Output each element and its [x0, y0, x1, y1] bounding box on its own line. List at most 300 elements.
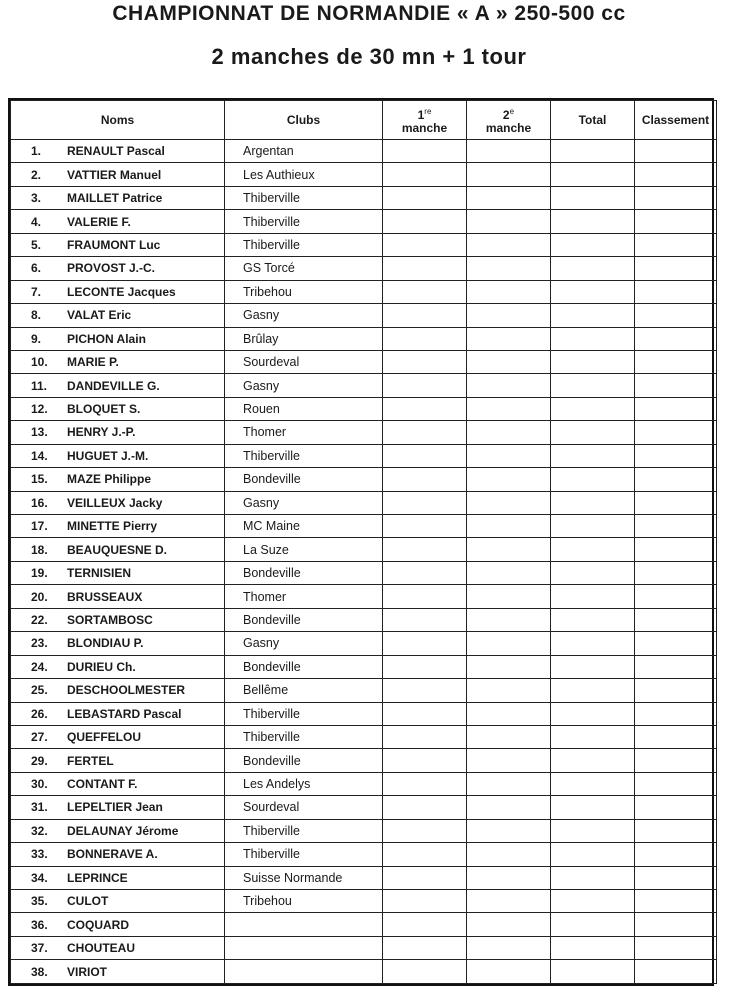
club-cell: Bondeville — [225, 655, 383, 678]
total-cell — [551, 913, 635, 936]
table-row — [11, 890, 717, 913]
rider-number: 16. — [31, 495, 48, 510]
rider-number: 34. — [31, 870, 48, 885]
manche-2-cell — [467, 866, 551, 889]
rider-number: 15. — [31, 472, 48, 487]
manche-1-cell — [383, 702, 467, 725]
rider-cell — [11, 397, 225, 420]
rider-cell — [11, 960, 225, 984]
manche-1-cell — [383, 327, 467, 350]
manche-1-cell — [383, 561, 467, 584]
classement-cell — [635, 866, 717, 889]
rider-cell — [11, 936, 225, 959]
table-row — [11, 350, 717, 373]
table-row — [11, 913, 717, 936]
results-table — [8, 98, 714, 986]
header-manche-2-number: 2 — [502, 108, 510, 122]
manche-1-cell — [383, 233, 467, 256]
classement-cell — [635, 960, 717, 984]
classement-cell — [635, 257, 717, 280]
table-row — [11, 468, 717, 491]
table-row — [11, 280, 717, 303]
classement-cell — [635, 725, 717, 748]
rider-cell — [11, 866, 225, 889]
club-cell: Sourdeval — [225, 796, 383, 819]
manche-2-cell — [467, 608, 551, 631]
classement-cell — [635, 491, 717, 514]
manche-1-cell — [383, 515, 467, 538]
club-cell: Rouen — [225, 397, 383, 420]
rider-number: 3. — [31, 191, 42, 206]
table-row — [11, 257, 717, 280]
rider-cell — [11, 233, 225, 256]
rider-name: VALERIE F. — [67, 214, 131, 229]
rider-cell — [11, 725, 225, 748]
club-cell: Les Authieux — [225, 163, 383, 186]
manche-1-cell — [383, 843, 467, 866]
classement-cell — [635, 561, 717, 584]
manche-2-cell — [467, 749, 551, 772]
manche-2-cell — [467, 210, 551, 233]
table-row — [11, 936, 717, 959]
rider-number: 8. — [31, 308, 42, 323]
manche-2-cell — [467, 327, 551, 350]
rider-cell — [11, 890, 225, 913]
classement-cell — [635, 749, 717, 772]
total-cell — [551, 491, 635, 514]
classement-cell — [635, 327, 717, 350]
manche-2-cell — [467, 491, 551, 514]
table-row — [11, 233, 717, 256]
header-clubs: Clubs — [225, 101, 383, 140]
club-cell: Gasny — [225, 374, 383, 397]
manche-1-cell — [383, 936, 467, 959]
total-cell — [551, 936, 635, 959]
classement-cell — [635, 913, 717, 936]
rider-cell — [11, 772, 225, 795]
rider-cell — [11, 210, 225, 233]
manche-2-cell — [467, 890, 551, 913]
club-cell: Gasny — [225, 632, 383, 655]
manche-2-cell — [467, 444, 551, 467]
header-manche-1-label: manche — [401, 121, 448, 135]
total-cell — [551, 327, 635, 350]
manche-2-cell — [467, 655, 551, 678]
rider-cell — [11, 280, 225, 303]
club-cell: Bellême — [225, 679, 383, 702]
manche-1-cell — [383, 772, 467, 795]
classement-cell — [635, 632, 717, 655]
rider-cell — [11, 679, 225, 702]
manche-1-cell — [383, 679, 467, 702]
manche-2-cell — [467, 397, 551, 420]
total-cell — [551, 186, 635, 209]
club-cell: Thiberville — [225, 233, 383, 256]
rider-number: 37. — [31, 941, 48, 956]
rider-name: BLOQUET S. — [67, 402, 141, 417]
total-cell — [551, 468, 635, 491]
rider-name: COQUARD — [67, 917, 129, 932]
manche-2-cell — [467, 843, 551, 866]
rider-name: BRUSSEAUX — [67, 589, 143, 604]
rider-name: BONNERAVE A. — [67, 847, 158, 862]
rider-cell — [11, 608, 225, 631]
rider-name: CULOT — [67, 894, 109, 909]
table-row — [11, 304, 717, 327]
manche-1-cell — [383, 585, 467, 608]
total-cell — [551, 679, 635, 702]
rider-number: 32. — [31, 823, 48, 838]
rider-name: LEPRINCE — [67, 870, 128, 885]
rider-cell — [11, 444, 225, 467]
rider-number: 25. — [31, 683, 48, 698]
club-cell: Bondeville — [225, 749, 383, 772]
total-cell — [551, 561, 635, 584]
club-cell: La Suze — [225, 538, 383, 561]
manche-2-cell — [467, 561, 551, 584]
table-row — [11, 608, 717, 631]
classement-cell — [635, 421, 717, 444]
club-cell: Gasny — [225, 304, 383, 327]
manche-2-cell — [467, 796, 551, 819]
manche-1-cell — [383, 866, 467, 889]
manche-1-cell — [383, 913, 467, 936]
club-cell: Thiberville — [225, 186, 383, 209]
rider-number: 20. — [31, 589, 48, 604]
rider-number: 5. — [31, 237, 42, 252]
rider-cell — [11, 655, 225, 678]
manche-1-cell — [383, 374, 467, 397]
rider-name: MAZE Philippe — [67, 472, 151, 487]
rider-number: 33. — [31, 847, 48, 862]
rider-name: DESCHOOLMESTER — [67, 683, 186, 698]
rider-cell — [11, 350, 225, 373]
total-cell — [551, 374, 635, 397]
total-cell — [551, 538, 635, 561]
rider-number: 38. — [31, 964, 48, 979]
club-cell: Thiberville — [225, 819, 383, 842]
header-total: Total — [551, 101, 635, 140]
rider-number: 30. — [31, 777, 48, 792]
rider-cell — [11, 585, 225, 608]
rider-number: 29. — [31, 753, 48, 768]
manche-2-cell — [467, 257, 551, 280]
table-row — [11, 374, 717, 397]
total-cell — [551, 444, 635, 467]
total-cell — [551, 772, 635, 795]
rider-number: 31. — [31, 800, 48, 815]
classement-cell — [635, 538, 717, 561]
rider-number: 36. — [31, 917, 48, 932]
classement-cell — [635, 655, 717, 678]
rider-name: SORTAMBOSC — [67, 612, 153, 627]
classement-cell — [635, 163, 717, 186]
rider-number: 4. — [31, 214, 42, 229]
rider-cell — [11, 538, 225, 561]
manche-1-cell — [383, 655, 467, 678]
rider-name: HENRY J.-P. — [67, 425, 136, 440]
club-cell: Bondeville — [225, 468, 383, 491]
club-cell — [225, 913, 383, 936]
total-cell — [551, 280, 635, 303]
header-manche-1-number: 1 — [417, 108, 425, 122]
rider-name: VALAT Eric — [67, 308, 132, 323]
club-cell: Brûlay — [225, 327, 383, 350]
table-row — [11, 725, 717, 748]
table-row — [11, 772, 717, 795]
manche-2-cell — [467, 374, 551, 397]
manche-2-cell — [467, 421, 551, 444]
manche-1-cell — [383, 749, 467, 772]
table-row — [11, 561, 717, 584]
rider-number: 6. — [31, 261, 42, 276]
table-row — [11, 702, 717, 725]
header-noms: Noms — [11, 101, 225, 140]
table-row — [11, 491, 717, 514]
manche-2-cell — [467, 679, 551, 702]
manche-2-cell — [467, 936, 551, 959]
classement-cell — [635, 515, 717, 538]
club-cell: MC Maine — [225, 515, 383, 538]
manche-2-cell — [467, 140, 551, 163]
rider-number: 22. — [31, 612, 48, 627]
club-cell: Thomer — [225, 421, 383, 444]
classement-cell — [635, 819, 717, 842]
manche-2-cell — [467, 772, 551, 795]
manche-2-cell — [467, 913, 551, 936]
classement-cell — [635, 772, 717, 795]
club-cell: Thiberville — [225, 843, 383, 866]
club-cell: Les Andelys — [225, 772, 383, 795]
rider-cell — [11, 163, 225, 186]
rider-number: 23. — [31, 636, 48, 651]
rider-name: LECONTE Jacques — [67, 284, 176, 299]
table-row — [11, 397, 717, 420]
classement-cell — [635, 350, 717, 373]
rider-number: 13. — [31, 425, 48, 440]
manche-1-cell — [383, 304, 467, 327]
table-row — [11, 186, 717, 209]
page-title: CHAMPIONNAT DE NORMANDIE « A » 250-500 cc — [112, 2, 626, 25]
club-cell: Sourdeval — [225, 350, 383, 373]
rider-name: MINETTE Pierry — [67, 519, 158, 534]
rider-number: 27. — [31, 730, 48, 745]
total-cell — [551, 140, 635, 163]
rider-name: DELAUNAY Jérome — [67, 823, 179, 838]
classement-cell — [635, 233, 717, 256]
club-cell: GS Torcé — [225, 257, 383, 280]
club-cell: Thiberville — [225, 725, 383, 748]
rider-cell — [11, 632, 225, 655]
rider-name: FRAUMONT Luc — [67, 237, 161, 252]
table-row — [11, 421, 717, 444]
rider-name: LEBASTARD Pascal — [67, 706, 182, 721]
table-row — [11, 327, 717, 350]
manche-1-cell — [383, 468, 467, 491]
rider-name: BEAUQUESNE D. — [67, 542, 168, 557]
rider-cell — [11, 561, 225, 584]
classement-cell — [635, 796, 717, 819]
club-cell: Thomer — [225, 585, 383, 608]
rider-name: VEILLEUX Jacky — [67, 495, 163, 510]
table-row — [11, 819, 717, 842]
header-manche-1-ordinal: re — [424, 107, 432, 116]
manche-1-cell — [383, 538, 467, 561]
rider-name: DURIEU Ch. — [67, 659, 136, 674]
table-row — [11, 796, 717, 819]
club-cell: Thiberville — [225, 444, 383, 467]
table-row — [11, 749, 717, 772]
table-row — [11, 585, 717, 608]
rider-number: 10. — [31, 355, 48, 370]
total-cell — [551, 515, 635, 538]
table-row — [11, 960, 717, 984]
club-cell: Bondeville — [225, 561, 383, 584]
manche-2-cell — [467, 304, 551, 327]
classement-cell — [635, 444, 717, 467]
manche-1-cell — [383, 608, 467, 631]
classement-cell — [635, 140, 717, 163]
manche-1-cell — [383, 257, 467, 280]
classement-cell — [635, 843, 717, 866]
manche-1-cell — [383, 210, 467, 233]
header-manche-2-label: manche — [485, 121, 532, 135]
total-cell — [551, 749, 635, 772]
manche-1-cell — [383, 890, 467, 913]
manche-1-cell — [383, 421, 467, 444]
table-row — [11, 655, 717, 678]
header-classement: Classement — [635, 101, 717, 140]
total-cell — [551, 632, 635, 655]
table-header-row — [11, 101, 717, 140]
rider-cell — [11, 796, 225, 819]
manche-2-cell — [467, 515, 551, 538]
manche-1-cell — [383, 163, 467, 186]
total-cell — [551, 397, 635, 420]
manche-1-cell — [383, 280, 467, 303]
table-row — [11, 679, 717, 702]
rider-name: LEPELTIER Jean — [67, 800, 163, 815]
rider-number: 7. — [31, 284, 42, 299]
total-cell — [551, 843, 635, 866]
manche-1-cell — [383, 350, 467, 373]
manche-2-cell — [467, 163, 551, 186]
club-cell: Tribehou — [225, 280, 383, 303]
rider-number: 11. — [31, 378, 48, 393]
manche-2-cell — [467, 233, 551, 256]
total-cell — [551, 866, 635, 889]
total-cell — [551, 585, 635, 608]
club-cell: Suisse Normande — [225, 866, 383, 889]
rider-name: VATTIER Manuel — [67, 167, 162, 182]
rider-cell — [11, 304, 225, 327]
manche-2-cell — [467, 632, 551, 655]
total-cell — [551, 257, 635, 280]
classement-cell — [635, 397, 717, 420]
rider-number: 17. — [31, 519, 48, 534]
manche-2-cell — [467, 350, 551, 373]
rider-name: MAILLET Patrice — [67, 191, 163, 206]
club-cell: Gasny — [225, 491, 383, 514]
manche-1-cell — [383, 960, 467, 984]
rider-number: 2. — [31, 167, 42, 182]
classement-cell — [635, 468, 717, 491]
table-row — [11, 866, 717, 889]
rider-number: 26. — [31, 706, 48, 721]
header-manche-2 — [467, 101, 551, 140]
manche-1-cell — [383, 796, 467, 819]
rider-cell — [11, 491, 225, 514]
rider-name: VIRIOT — [67, 964, 108, 979]
table-row — [11, 843, 717, 866]
club-cell: Bondeville — [225, 608, 383, 631]
manche-2-cell — [467, 186, 551, 209]
rider-name: PICHON Alain — [67, 331, 146, 346]
manche-2-cell — [467, 468, 551, 491]
total-cell — [551, 350, 635, 373]
table-row — [11, 210, 717, 233]
manche-1-cell — [383, 819, 467, 842]
rider-number: 1. — [31, 144, 42, 159]
total-cell — [551, 421, 635, 444]
manche-2-cell — [467, 819, 551, 842]
total-cell — [551, 655, 635, 678]
rider-name: TERNISIEN — [67, 566, 132, 581]
rider-cell — [11, 819, 225, 842]
rider-cell — [11, 374, 225, 397]
rider-cell — [11, 468, 225, 491]
rider-name: BLONDIAU P. — [67, 636, 144, 651]
classement-cell — [635, 608, 717, 631]
rider-number: 35. — [31, 894, 48, 909]
club-cell: Thiberville — [225, 210, 383, 233]
manche-2-cell — [467, 725, 551, 748]
rider-cell — [11, 257, 225, 280]
rider-cell — [11, 140, 225, 163]
table-body — [11, 140, 717, 984]
rider-cell — [11, 186, 225, 209]
manche-1-cell — [383, 725, 467, 748]
total-cell — [551, 725, 635, 748]
page-subtitle: 2 manches de 30 mn + 1 tour — [211, 44, 527, 69]
total-cell — [551, 163, 635, 186]
table-row — [11, 515, 717, 538]
rider-name: DANDEVILLE G. — [67, 378, 160, 393]
classement-cell — [635, 210, 717, 233]
manche-1-cell — [383, 397, 467, 420]
classement-cell — [635, 280, 717, 303]
rider-cell — [11, 749, 225, 772]
rider-number: 18. — [31, 542, 48, 557]
classement-cell — [635, 702, 717, 725]
rider-name: RENAULT Pascal — [67, 144, 165, 159]
total-cell — [551, 960, 635, 984]
total-cell — [551, 796, 635, 819]
manche-2-cell — [467, 280, 551, 303]
total-cell — [551, 890, 635, 913]
header-manche-2-ordinal: e — [509, 107, 515, 116]
manche-1-cell — [383, 186, 467, 209]
rider-name: QUEFFELOU — [67, 730, 141, 745]
rider-cell — [11, 913, 225, 936]
rider-cell — [11, 327, 225, 350]
club-cell — [225, 936, 383, 959]
classement-cell — [635, 890, 717, 913]
header-manche-1 — [383, 101, 467, 140]
manche-2-cell — [467, 702, 551, 725]
manche-2-cell — [467, 960, 551, 984]
total-cell — [551, 819, 635, 842]
